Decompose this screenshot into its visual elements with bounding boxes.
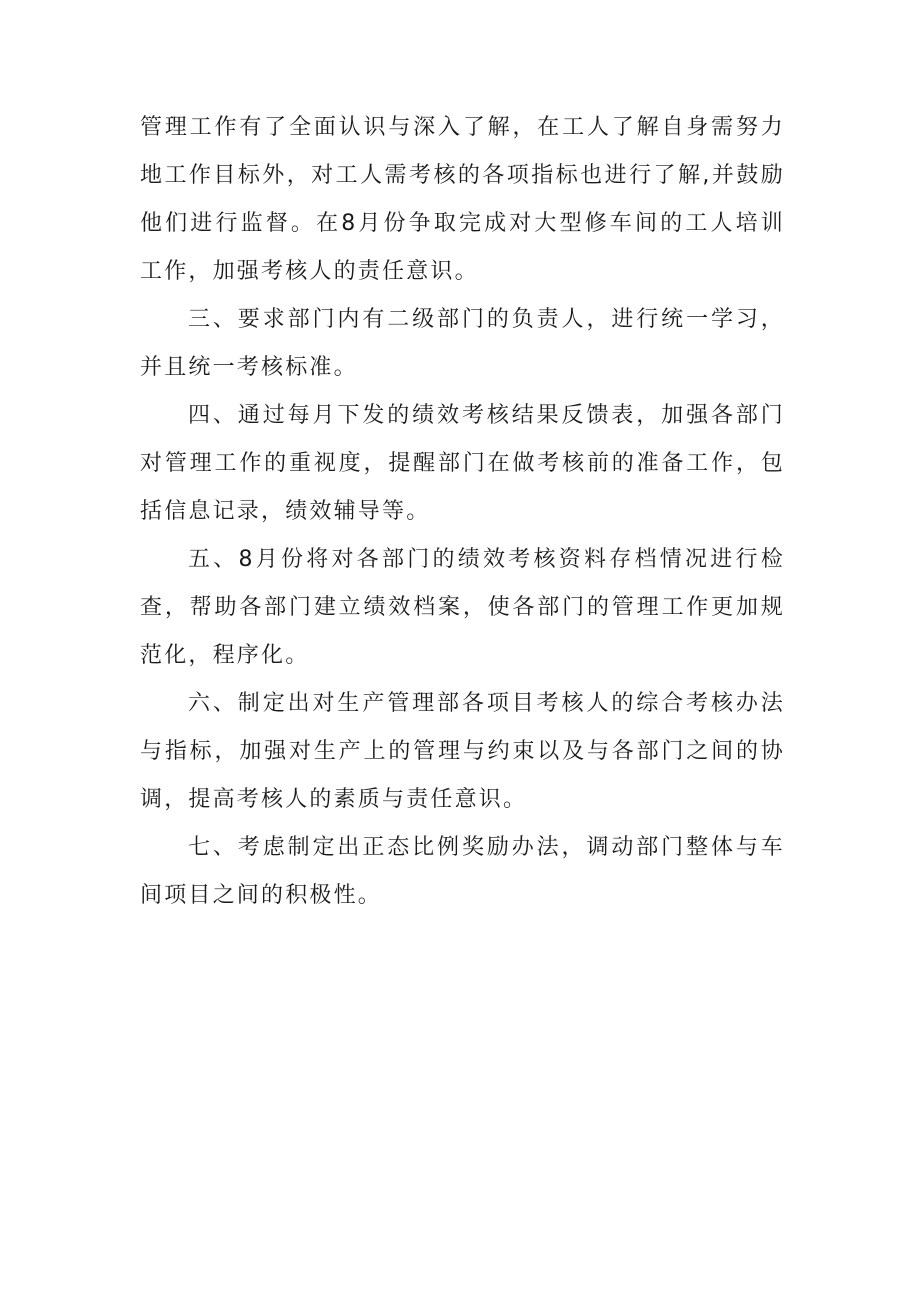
- paragraph-item-6: 六、制定出对生产管理部各项目考核人的综合考核办法与指标，加强对生产上的管理与约束以及与各部门之间的协调，提高考核人的素质与责任意识。: [140, 691, 785, 812]
- paragraph-item-5: 五、8月份将对各部门的绩效考核资料存档情况进行检查，帮助各部门建立绩效档案，使各部门的管理工作更加规范化，程序化。: [140, 547, 785, 668]
- paragraph-item-3: 三、要求部门内有二级部门的负责人，进行统一学习，并且统一考核标准。: [140, 307, 785, 380]
- paragraph-continuation: 管理工作有了全面认识与深入了解，在工人了解自身需努力地工作目标外，对工人需考核的各项指标也进行了解,并鼓励他们进行监督。在8月份争取完成对大型修车间的工人培训工作，加强考核人的责任意识。: [140, 115, 785, 284]
- document-body: [140, 104, 785, 920]
- paragraph-item-7: 七、考虑制定出正态比例奖励办法，调动部门整体与车间项目之间的积极性。: [140, 835, 785, 908]
- paragraph-item-4: 四、通过每月下发的绩效考核结果反馈表，加强各部门对管理工作的重视度，提醒部门在做考核前的准备工作，包括信息记录，绩效辅导等。: [140, 403, 785, 524]
